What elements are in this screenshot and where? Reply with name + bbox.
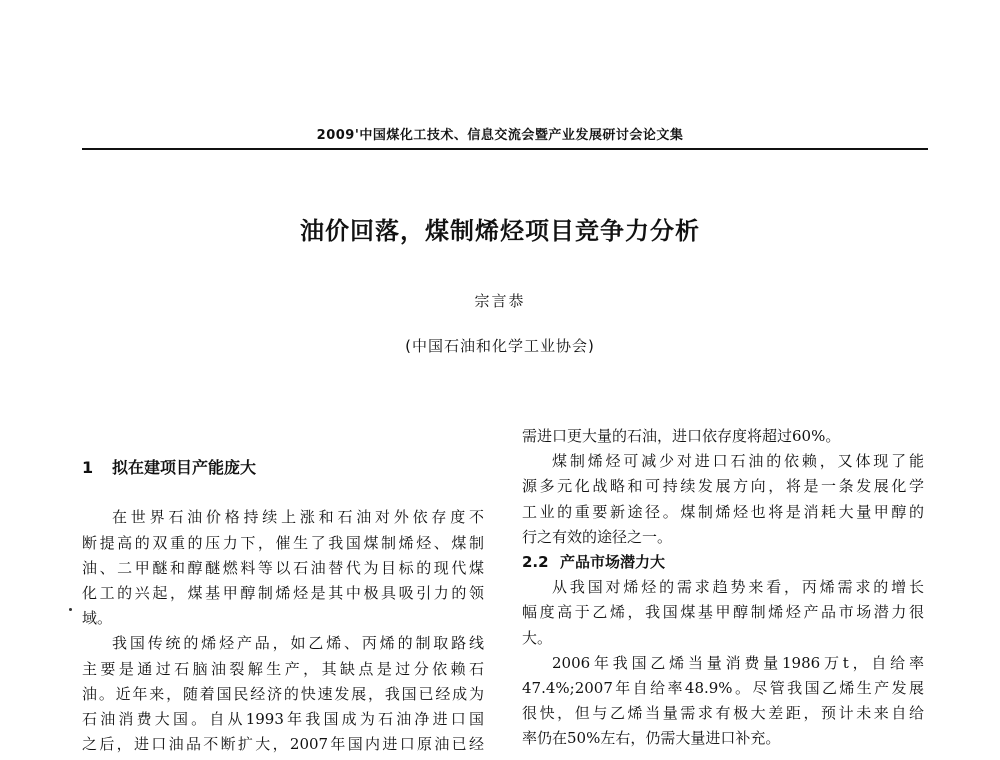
body-line: 率仍在50%左右，仍需大量进口补充。 <box>522 729 781 748</box>
body-line: 断提高的双重的压力下，催生了我国煤制烯烃、煤制 <box>82 533 484 552</box>
body-line: 在世界石油价格持续上涨和石油对外依存度不 <box>112 508 484 527</box>
body-line: 煤制烯烃可减少对进口石油的依赖，又体现了能 <box>552 452 924 471</box>
subsection-number: 2.2 <box>522 552 549 571</box>
body-line: 工业的重要新途径。煤制烯烃也将是消耗大量甲醇的 <box>522 502 924 521</box>
subsection-heading <box>522 550 924 575</box>
body-line: 从我国对烯烃的需求趋势来看，丙烯需求的增长 <box>552 578 924 597</box>
right-column <box>522 424 924 751</box>
body-line: 47.4%;2007年自给率48.9%。尽管我国乙烯生产发展 <box>522 678 924 697</box>
body-line: 石油消费大国。自从1993年我国成为石油净进口国 <box>82 709 484 728</box>
body-line: 行之有效的途径之一。 <box>522 527 673 546</box>
body-line: 域。 <box>82 609 113 628</box>
body-line: 2006年我国乙烯当量消费量1986万t，自给率 <box>552 653 924 672</box>
author-affiliation: (中国石油和化学工业协会) <box>405 337 595 355</box>
left-column <box>82 455 484 757</box>
body-line: 幅度高于乙烯，我国煤基甲醇制烯烃产品市场潜力很 <box>522 603 924 622</box>
header-rule <box>82 148 928 150</box>
section-number: 1 <box>82 458 94 477</box>
body-line: 大。 <box>522 628 553 647</box>
body-line: 油。近年来，随着国民经济的快速发展，我国已经成为 <box>82 684 484 703</box>
section-heading <box>82 455 484 480</box>
body-line: 油、二甲醚和醇醚燃料等以石油替代为目标的现代煤 <box>82 558 484 577</box>
body-line: 需进口更大量的石油，进口依存度将超过60%。 <box>522 427 841 445</box>
body-line: 源多元化战略和可持续发展方向，将是一条发展化学 <box>522 477 924 496</box>
section-title: 拟在建项目产能庞大 <box>112 458 257 477</box>
body-line: 化工的兴起，煤基甲醇制烯烃是其中极具吸引力的领 <box>82 583 484 602</box>
spacer <box>82 480 484 505</box>
running-header: 2009'中国煤化工技术、信息交流会暨产业发展研讨会论文集 <box>316 128 684 143</box>
margin-mark <box>69 608 72 611</box>
body-line: 很快，但与乙烯当量需求有极大差距，预计未来自给 <box>522 704 924 723</box>
subsection-title: 产品市场潜力大 <box>560 552 666 571</box>
article-title: 油价回落，煤制烯烃项目竞争力分析 <box>300 217 700 245</box>
body-line: 我国传统的烯烃产品，如乙烯、丙烯的制取路线 <box>112 634 484 653</box>
body-line: 主要是通过石脑油裂解生产，其缺点是过分依赖石 <box>82 659 484 678</box>
body-line: 之后，进口油品不断扩大，2007年国内进口原油已经 <box>82 735 484 754</box>
author-name: 宗言恭 <box>474 292 526 310</box>
